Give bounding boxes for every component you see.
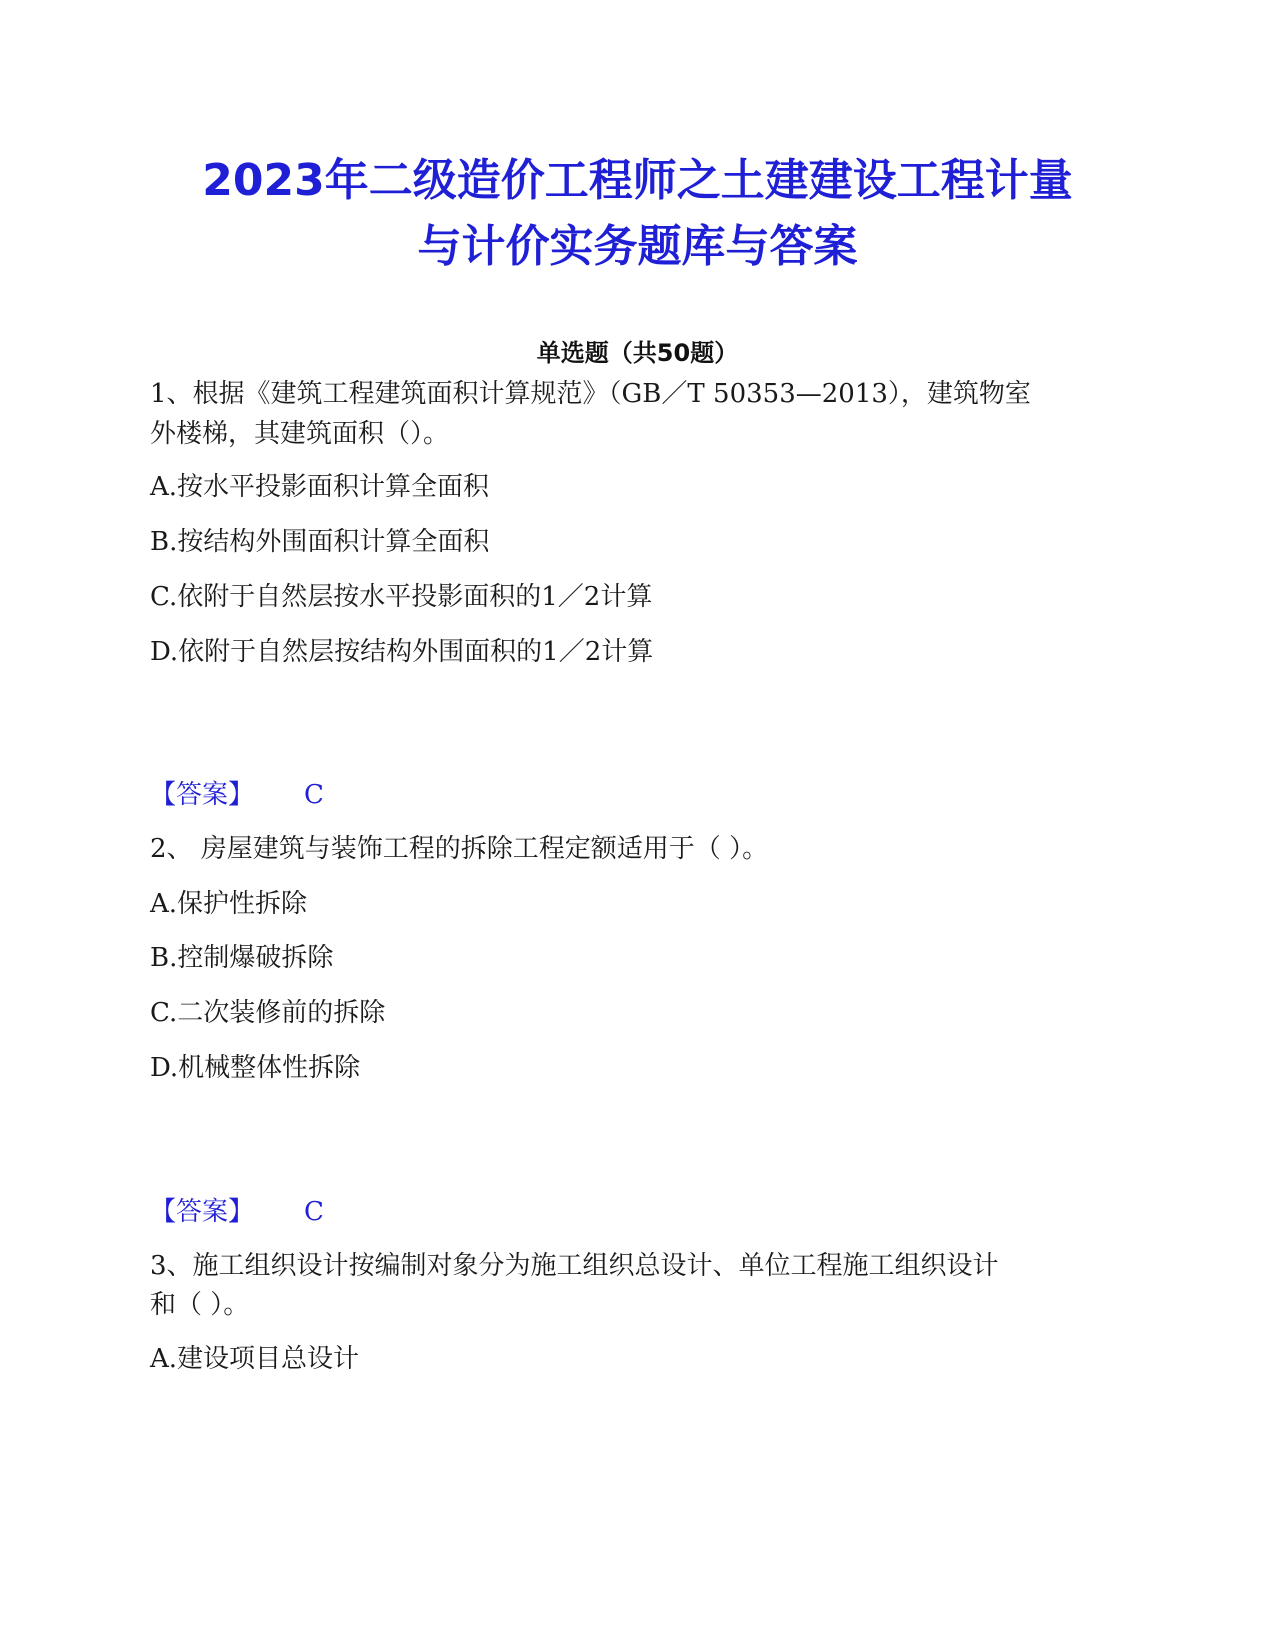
question-3-stem-line-1: 3、施工组织设计按编制对象分为施工组织总设计、单位工程施工组织设计 [150, 1251, 999, 1281]
question-2-option-d: D.机械整体性拆除 [150, 1053, 361, 1083]
question-1-option-b: B.按结构外围面积计算全面积 [150, 527, 490, 557]
answer-value: C [304, 1197, 324, 1227]
question-1-stem-line-1: 1、根据《建筑工程建筑面积计算规范》（GB／T 50353—2013），建筑物室 [150, 379, 1031, 409]
document-title-line-2: 与计价实务题库与答案 [417, 221, 858, 272]
question-1-answer [150, 778, 324, 812]
question-3-option-a: A.建设项目总设计 [150, 1344, 360, 1374]
answer-label: 【答案】 [150, 1197, 255, 1227]
question-1-stem-line-2: 外楼梯，其建筑面积（）。 [150, 419, 450, 449]
question-2-answer [150, 1195, 324, 1229]
section-heading: 单选题（共50题） [536, 339, 739, 367]
question-1-option-c: C.依附于自然层按水平投影面积的1／2计算 [150, 582, 653, 612]
question-2-option-b: B.控制爆破拆除 [150, 943, 334, 973]
document-title-line-1: 2023年二级造价工程师之土建建设工程计量 [202, 155, 1073, 206]
answer-label: 【答案】 [150, 780, 255, 810]
question-2-option-a: A.保护性拆除 [150, 889, 308, 919]
answer-value: C [304, 780, 324, 810]
question-1-option-d: D.依附于自然层按结构外围面积的1／2计算 [150, 637, 654, 667]
question-3-stem-line-2: 和（ ）。 [150, 1290, 250, 1320]
question-1-option-a: A.按水平投影面积计算全面积 [150, 472, 490, 502]
question-2-stem-line-1: 2、 房屋建筑与装饰工程的拆除工程定额适用于（ ）。 [150, 834, 769, 864]
question-2-option-c: C.二次装修前的拆除 [150, 998, 386, 1028]
